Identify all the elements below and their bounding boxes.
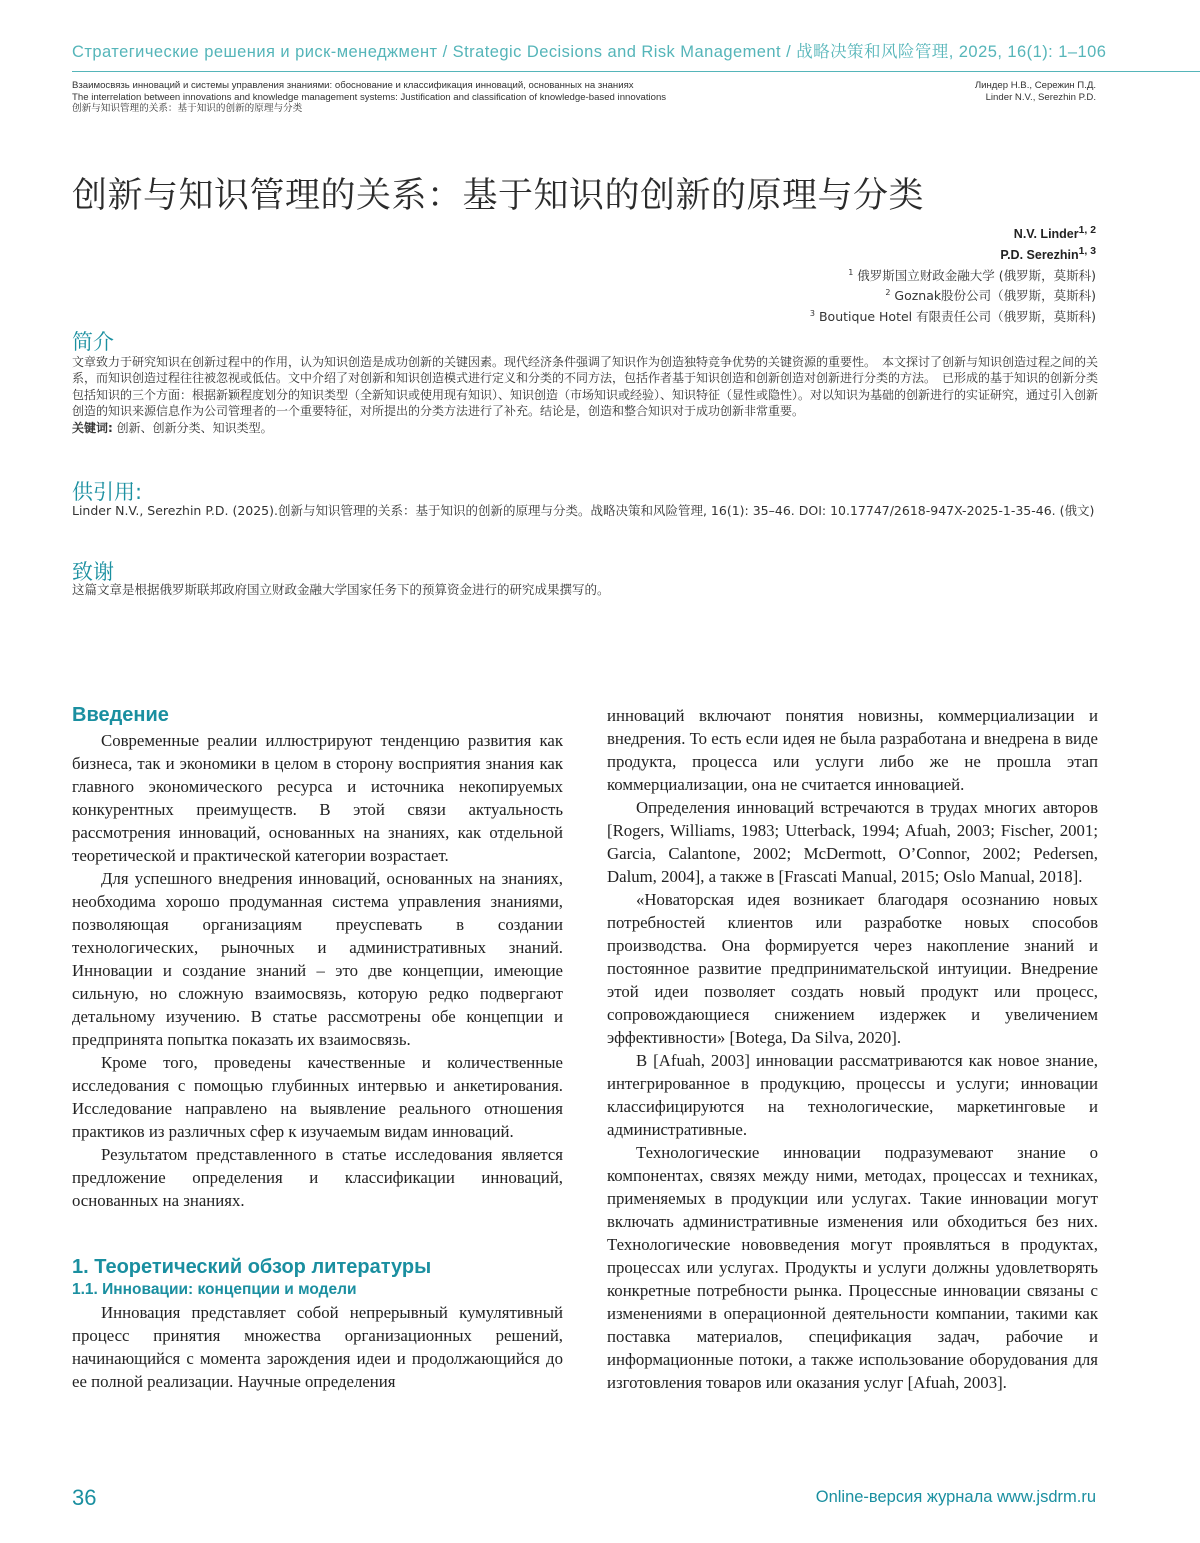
affiliation-2 bbox=[810, 284, 1096, 304]
citation-text: Linder N.V., Serezhin P.D. (2025).创新与知识管理的关系：基于知识的创新的原理与分类。战略决策和风险管理, 16(1): 35–46. DOI: 10.17747/2618-947X-2025-1-35-46. (俄文) bbox=[72, 503, 1095, 518]
author-block bbox=[810, 222, 1096, 325]
affiliation-text: 俄罗斯国立财政金融大学 (俄罗斯，莫斯科) bbox=[857, 268, 1096, 284]
running-title-en: The interrelation between innovations and knowledge management systems: Justification and classification of knowledge-based innovations bbox=[72, 91, 667, 103]
intro-heading: Введение bbox=[72, 704, 169, 726]
author-name: P.D. Serezhin bbox=[1000, 248, 1079, 263]
affiliation-text: Goznak股份公司（俄罗斯，莫斯科) bbox=[894, 288, 1096, 304]
affiliation-text: Boutique Hotel 有限责任公司（俄罗斯，莫斯科) bbox=[818, 308, 1096, 324]
affiliation-sup: 1 bbox=[848, 268, 854, 278]
page-number: 36 bbox=[72, 1485, 97, 1510]
abstract-text: 文章致力于研究知识在创新过程中的作用，认为知识创造是成功创新的关键因素。现代经济条件强调了知识作为创造独特竞争优势的关键资源的重要性。 本文探讨了创新与知识创造过程之间的关系，而知识创造过程往往被忽视或低估。文中介绍了对创新和知识创造模式进行定义和分类的不同方法，包括作者基于知识创造和创新创造对创新进行分类的方法。 已形成的基于知识的创新分类包括知识的三个方面：根据新颖程度划分的知识类型（全新知识或使用现有知识）、知识创造（市场知识或经验）、知识特征（显性或隐性）。对以知识为基础的创新进行的实证研究，通过引入创新创造的知识来源信息作为公司管理者的一个重要特征，对所提出的分类方法进行了补充。结论是，创造和整合知识对于成功创新非常重要。 bbox=[72, 355, 1099, 419]
article-title: 创新与知识管理的关系：基于知识的创新的原理与分类 bbox=[72, 176, 925, 216]
affiliation-1 bbox=[810, 264, 1096, 284]
paragraph: В [Afuah, 2003] инновации рассматриваются как новое знание, интегрированное в продукцию, процессы и услуги; инновации классифицируются на технологические, маркетинговые и административные. bbox=[607, 1051, 1098, 1139]
paragraph: Инновация представляет собой непрерывный кумулятивный процесс принятия множества организационных решений, начинающийся с момента зарождения идеи и продолжающийся до ее полной реализации. Научные определения bbox=[72, 1303, 563, 1391]
paragraph: Кроме того, проведены качественные и количественные исследования с помощью глубинных интервью и анкетирования. Исследование направлено на выявление реального отношения практиков из различных сфер к изучаемым видам инноваций. bbox=[72, 1053, 563, 1141]
citation-heading: 供引用: bbox=[72, 480, 143, 504]
section-1-1-heading: 1.1. Инновации: концепции и модели bbox=[72, 1281, 357, 1298]
affiliation-3 bbox=[810, 305, 1096, 325]
section-1-heading: 1. Теоретический обзор литературы bbox=[72, 1256, 432, 1278]
acknowledgements-heading: 致谢 bbox=[72, 560, 114, 584]
abstract-heading: 简介 bbox=[72, 330, 114, 354]
author-sup: 1, 2 bbox=[1078, 225, 1096, 236]
paragraph: Для успешного внедрения инноваций, основанных на знаниях, необходима хорошо продуманная система управления знаниями, позволяющая организациям преуспевать в создании технологических, рыночных и административных знаний. Инновации и создание знаний – это две концепции, имеющие сильную, но сложную взаимосвязь, которую редко подвергают детальному изучению. В статье рассмотрены обе концепции и предпринята попытка показать их взаимосвязь. bbox=[72, 869, 563, 1049]
paragraph: инноваций включают понятия новизны, коммерциализации и внедрения. То есть если идея не была разработана и внедрена в виде продукта, процесса или услуги либо же не прошла этап коммерциализации, она не считается инновацией. bbox=[607, 706, 1098, 794]
left-column bbox=[72, 704, 563, 1393]
affiliation-sup: 2 bbox=[885, 288, 891, 298]
paragraph: Определения инноваций встречаются в трудах многих авторов [Rogers, Williams, 1983; Utterback, 1994; Afuah, 2003; Fischer, 2001; Garcia, Calantone, 2002; McDermott, O’Connor, 2002; Pedersen, Dalum, 2004], а также в [Frascati Manual, 2015; Oslo Manual, 2018]. bbox=[607, 798, 1098, 886]
running-authors bbox=[975, 80, 1096, 103]
running-title-ru: Взаимосвязь инноваций и системы управления знаниями: обоснование и классификация инноваций, основанных на знаниях bbox=[72, 80, 634, 91]
keywords-text: 创新、创新分类、知识类型。 bbox=[116, 420, 273, 435]
keywords-label: 关键词: bbox=[72, 420, 113, 435]
paragraph: Современные реалии иллюстрируют тенденцию развития как бизнеса, так и экономики в целом в сторону восприятия знания как главного экономического ресурса и источника некопируемых конкурентных преимуществ. В этой связи актуальность рассмотрения инноваций, основанных на знаниях, как отдельной теоретической и практической категории возрастает. bbox=[72, 731, 563, 865]
author-1 bbox=[810, 222, 1096, 243]
author-sup: 1, 3 bbox=[1078, 246, 1096, 258]
journal-header: Стратегические решения и риск-менеджмент / Strategic Decisions and Risk Management / 战略决策和风险管理, 2025, 16(1): 1–106 bbox=[72, 43, 1107, 61]
header-divider bbox=[72, 71, 1200, 72]
paragraph: Результатом представленного в статье исследования является предложение определения и классификации инноваций, основанных на знаниях. bbox=[72, 1145, 563, 1210]
running-title bbox=[72, 80, 666, 115]
journal-website-link[interactable]: Online-версия журнала www.jsdrm.ru bbox=[815, 1488, 1096, 1506]
author-2 bbox=[810, 243, 1096, 264]
author-name: N.V. Linder bbox=[1013, 227, 1079, 242]
paragraph: Технологические инновации подразумевают знание о компонентах, связях между ними, методах, процессах и техниках, применяемых в продукции или услугах. Такие инновации могут включать административные изменения или обходиться без них. Технологические нововведения могут проявляться в продуктах, процессах или услугах. Продукты и услуги должны удовлетворять конкретные потребности рынка. Процессные инновации связаны с изменениями в операционной деятельности компании, такими как поставка материалов, спецификация задач, рабочие и информационные потоки, а также использование оборудования для изготовления товаров или оказания услуг [Afuah, 2003]. bbox=[607, 1143, 1098, 1392]
right-column bbox=[607, 704, 1098, 1394]
running-authors-ru: Линдер Н.В., Сережин П.Д. bbox=[974, 80, 1096, 91]
acknowledgements-text: 这篇文章是根据俄罗斯联邦政府国立财政金融大学国家任务下的预算资金进行的研究成果撰写的。 bbox=[72, 582, 610, 597]
affiliation-sup: 3 bbox=[809, 308, 815, 318]
running-authors-en: Linder N.V., Serezhin P.D. bbox=[985, 91, 1096, 103]
paragraph: «Новаторская идея возникает благодаря осознанию новых потребностей клиентов или разработке новых способов производства. Она формируется через накопление знаний и постоянное развитие предпринимательской интуиции. Внедрение этой идеи позволяет создать новый продукт или процесс, сопровождающиеся снижением издержек и увеличением эффективности» [Botega, Da Silva, 2020]. bbox=[607, 890, 1098, 1047]
abstract-body bbox=[72, 354, 1098, 436]
running-title-zh: 创新与知识管理的关系：基于知识的创新的原理与分类 bbox=[72, 103, 303, 115]
